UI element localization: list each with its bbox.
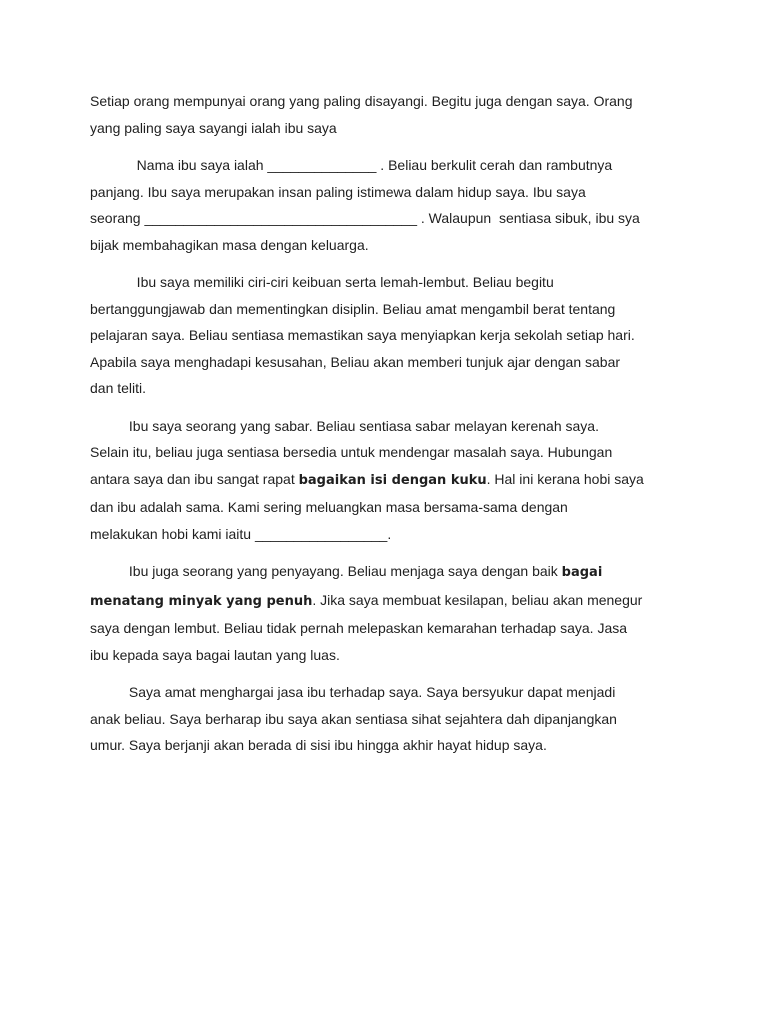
text-line <box>90 375 690 402</box>
text-line <box>90 232 690 259</box>
text-segment: bertanggungjawab dan mementingkan disiplin. Beliau amat mengambil berat tentang <box>90 300 616 317</box>
text-segment: ibu kepada saya bagai lautan yang luas. <box>90 646 340 663</box>
text-segment: panjang. Ibu saya merupakan insan paling istimewa dalam hidup saya. Ibu saya <box>90 183 586 200</box>
text-line <box>90 115 690 142</box>
text-line <box>90 439 690 466</box>
text-line <box>90 322 690 349</box>
text-segment: saya dengan lembut. Beliau tidak pernah melepaskan kemarahan terhadap saya. Jasa <box>90 620 628 636</box>
text-line <box>90 413 690 440</box>
paragraph-6 <box>90 679 690 759</box>
text-segment: dan teliti. <box>90 380 147 396</box>
text-line <box>90 205 690 232</box>
text-line <box>90 269 690 296</box>
text-segment: Ibu saya seorang yang sabar. Beliau sentiasa sabar melayan kerenah saya. <box>90 417 599 434</box>
essay-body <box>90 88 690 770</box>
text-line <box>90 587 690 616</box>
text-segment: Ibu saya memiliki ciri-ciri keibuan serta lemah-lembut. Beliau begitu <box>90 274 554 290</box>
text-segment: Apabila saya menghadapi kesusahan, Beliau akan memberi tunjuk ajar dengan sabar <box>90 353 621 370</box>
text-segment: . Hal ini kerana hobi saya <box>486 470 644 487</box>
text-segment: melakukan hobi kami iaitu _________________. <box>90 525 392 542</box>
bold-phrase: bagai <box>561 565 603 580</box>
text-line <box>90 296 690 323</box>
paragraph-5 <box>90 558 690 668</box>
paragraph-2 <box>90 152 690 258</box>
text-line <box>90 679 690 706</box>
text-segment: Selain itu, beliau juga sentiasa bersedia untuk mendengar masalah saya. Hubungan <box>90 444 613 460</box>
text-segment: anak beliau. Saya berharap ibu saya akan sentiasa sihat sejahtera dah dipanjangkan <box>90 710 617 727</box>
text-segment: antara saya dan ibu sangat rapat <box>90 470 299 487</box>
text-line <box>90 558 690 587</box>
text-line <box>90 521 690 548</box>
text-line <box>90 494 690 521</box>
text-line <box>90 179 690 206</box>
paragraph-3 <box>90 269 690 402</box>
paragraph-1 <box>90 88 690 141</box>
text-segment: seorang ___________________________________ . Walaupun sentiasa sibuk, ibu sya <box>90 210 640 226</box>
text-segment: bijak membahagikan masa dengan keluarga. <box>90 236 369 253</box>
bold-phrase: menatang minyak yang penuh <box>90 593 313 609</box>
text-segment: Nama ibu saya ialah ______________ . Beliau berkulit cerah dan rambutnya <box>90 157 613 173</box>
text-line <box>90 732 690 759</box>
paragraph-4 <box>90 413 690 548</box>
text-segment: dan ibu adalah sama. Kami sering meluangkan masa bersama-sama dengan <box>90 499 568 515</box>
text-segment: umur. Saya berjanji akan berada di sisi ibu hingga akhir hayat hidup saya. <box>90 737 547 753</box>
text-segment: pelajaran saya. Beliau sentiasa memastikan saya menyiapkan kerja sekolah setiap hari. <box>90 327 635 343</box>
text-line <box>90 88 690 115</box>
text-line <box>90 466 690 495</box>
text-line <box>90 706 690 733</box>
text-line <box>90 152 690 179</box>
text-segment: Ibu juga seorang yang penyayang. Beliau menjaga saya dengan baik <box>90 563 562 579</box>
text-line <box>90 349 690 376</box>
text-line <box>90 642 690 669</box>
text-segment: . Jika saya membuat kesilapan, beliau akan menegur <box>312 591 643 608</box>
text-line <box>90 615 690 642</box>
bold-phrase: bagaikan isi dengan kuku <box>298 472 487 488</box>
text-segment: Setiap orang mempunyai orang yang paling disayangi. Begitu juga dengan saya. Orang <box>90 93 633 109</box>
text-segment: Saya amat menghargai jasa ibu terhadap saya. Saya bersyukur dapat menjadi <box>90 684 616 700</box>
text-segment: yang paling saya sayangi ialah ibu saya <box>90 119 337 136</box>
